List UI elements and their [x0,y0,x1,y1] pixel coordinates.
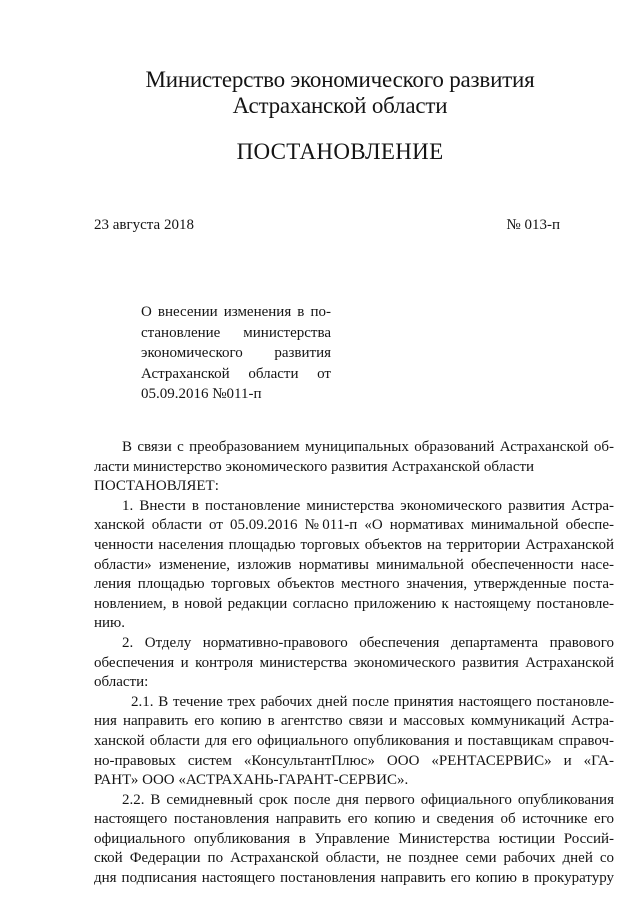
body-line: настоящего постановления направить его копию и сведения об источнике его [94,811,614,828]
document-number: № 013-п [506,217,560,233]
ministry-name: Министерство экономического развития [145,67,535,92]
body-line: 2. Отделу нормативно-правового обеспечения департамента правового [122,634,614,651]
document-body [94,438,614,889]
body-line: ления площадью торговых объектов местного значения, утвержденные поста- [94,576,614,593]
subject-line: становление министерства [141,324,331,341]
body-line: обеспечения и контроля министерства экономического развития Астраханской [94,654,614,671]
subject-line: 05.09.2016 №011-п [141,386,262,402]
body-line: новлением, в новой редакции согласно приложению к настоящему постановле- [94,595,614,612]
subject-line: О внесении изменения в по- [141,304,331,320]
body-line: ПОСТАНОВЛЯЕТ: [94,478,219,495]
body-line: 1. Внести в постановление министерства экономического развития Астра- [122,497,614,514]
body-line: официального опубликования в Управление Министерства юстиции Россий- [94,830,614,847]
body-line: но-правовых систем «КонсультантПлюс» ООО «РЕНТАСЕРВИС» и «ГА- [94,752,614,769]
body-line: ской Федерации по Астраханской области, не позднее семи рабочих дней со [94,850,614,867]
body-line: 2.2. В семидневный срок после дня первого официального опубликования [122,791,614,808]
body-line: ханской области от 05.09.2016 №011-п «О нормативах минимальной обеспе- [94,517,614,534]
body-line: РАНТ» ООО «АСТРАХАНЬ-ГАРАНТ-СЕРВИС». [94,772,409,789]
body-line: области: [94,674,149,691]
body-line: В связи с преобразованием муниципальных образований Астраханской об- [122,439,614,455]
document-subject [141,302,331,405]
region-name: Астраханской области [232,93,448,118]
body-line: нию. [94,615,126,632]
body-line: ханской области для его официального опубликования и поставщикам справоч- [94,732,614,749]
document-date: 23 августа 2018 [94,217,194,233]
body-line: 2.1. В течение трех рабочих дней после принятия настоящего постановле- [131,693,614,710]
subject-line: Астраханской области от [141,365,331,382]
body-line: дня подписания настоящего постановления направить его копию в прокуратуру [94,870,614,887]
body-line: ченности населения площадью торговых объектов на территории Астраханской [94,536,614,553]
body-line: ния направить его копию в агентство связи и массовых коммуникаций Астра- [94,713,614,730]
body-line: ласти министерство экономического развития Астраханской области [94,458,535,475]
document-type: ПОСТАНОВЛЕНИЕ [236,139,444,164]
body-line: области» изменение, изложив нормативы минимальной обеспеченности насе- [94,556,614,573]
subject-line: экономического развития [141,345,331,361]
